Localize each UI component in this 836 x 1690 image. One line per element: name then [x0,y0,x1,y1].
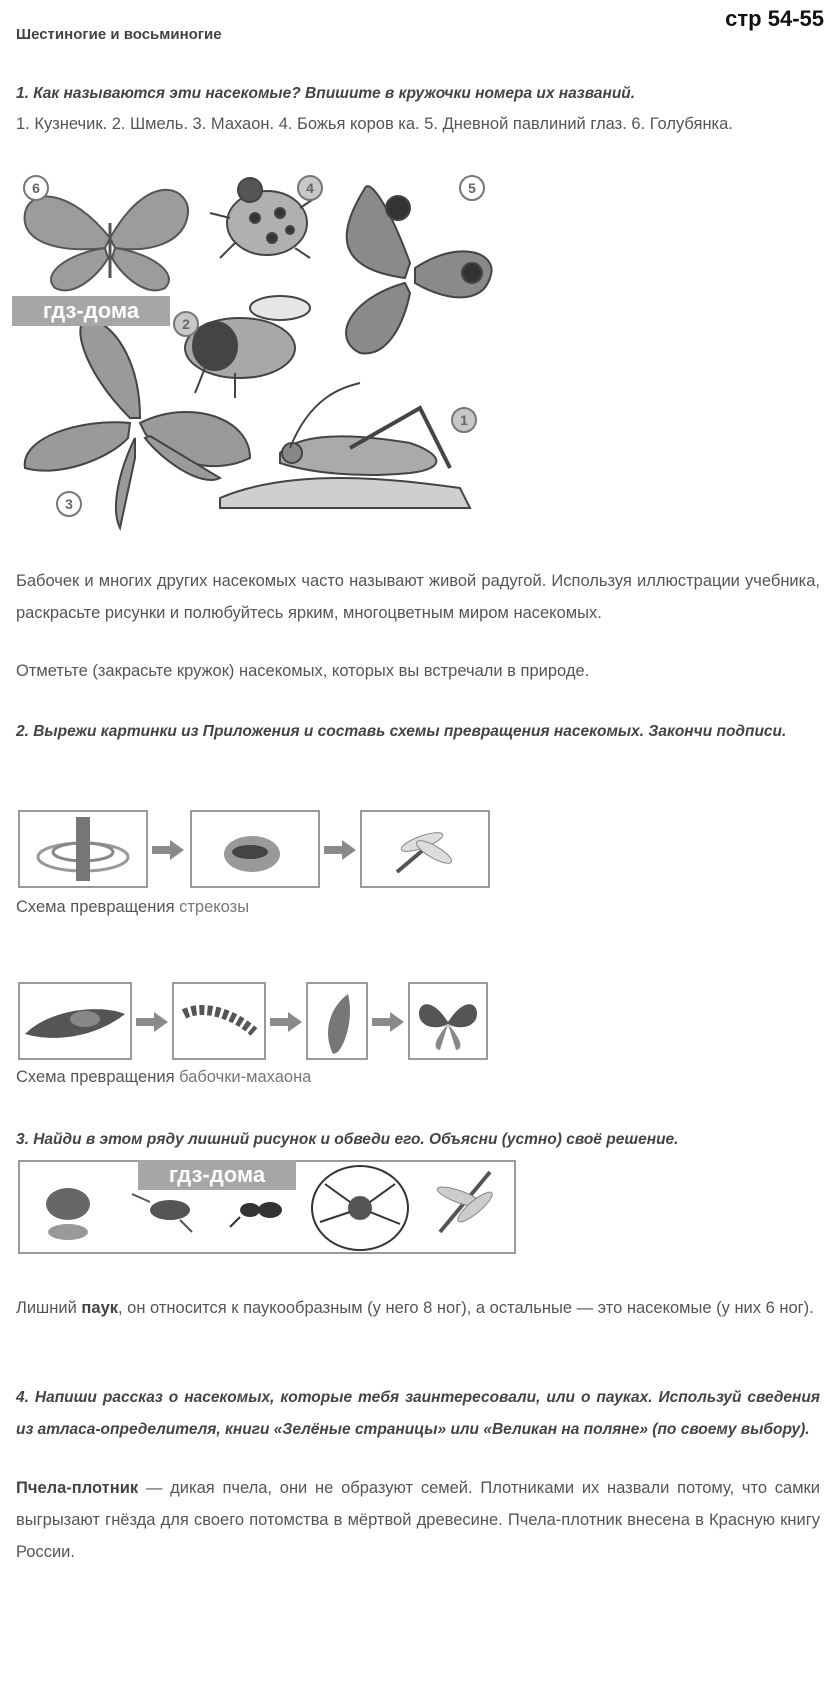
arrow-3-icon [134,1010,170,1034]
badge-3[interactable] [55,490,83,523]
task1-instruction: Отметьте (закрасьте кружок) насекомых, которых вы встречали в природе. [16,662,590,680]
bee-icon [46,1188,90,1240]
badge-1[interactable] [450,406,478,439]
task4-question: 4. Напиши рассказ о насекомых, которые тебя заинтересовали, или о пауках. Используй сведения из атласа-определителя, книги «Зелёные страницы» или «Великан на поляне» (по своему выбору). [16,1389,820,1438]
arrow-4-icon [268,1010,304,1034]
grasshopper-1-icon [220,383,470,508]
badge-2[interactable] [172,310,200,343]
swallowtail-pupa-image [306,982,368,1060]
page-title: Шестиногие и восьминогие [16,26,222,43]
dragonfly-icon [435,1172,495,1232]
butterfly-5-icon [346,186,491,353]
task1-names: 1. Кузнечик. 2. Шмель. 3. Махаон. 4. Божья коров ка. 5. Дневной павлиний глаз. 6. Голубянка. [16,115,733,133]
watermark-1: гдз-дома [12,296,170,326]
spider-circled-icon [312,1166,408,1250]
caption-dragonfly-prefix: Схема превращения [16,898,175,916]
task3-answer-bold: паук [81,1299,118,1317]
swallowtail-eggs-image [18,982,132,1060]
task2-question: 2. Вырежи картинки из Приложения и составь схемы превращения насекомых. Закончи подписи. [16,723,787,740]
caption-dragonfly-answer: стрекозы [179,898,250,916]
dragonfly-egg-image [18,810,148,888]
dragonfly-larva-image [190,810,320,888]
task3-answer-rest: , он относится к паукообразным (у него 8 ног), а остальные — это насекомые (у них 6 ног). [118,1299,814,1317]
arrow-5-icon [370,1010,406,1034]
badge-6-text: 6 [32,180,40,196]
page-number-label: стр 54-55 [725,6,824,31]
swallowtail-adult-image [408,982,488,1060]
badge-4-text: 4 [306,180,314,196]
beetle-icon [132,1194,192,1232]
bumblebee-2-icon [185,296,310,398]
badge-1-text: 1 [460,412,468,428]
arrow-1-icon [150,838,186,862]
task3-answer [16,1292,820,1324]
task3-question: 3. Найди в этом ряду лишний рисунок и обведи его. Объясни (устно) своё решение. [16,1131,679,1148]
insects-illustration [10,168,530,548]
watermark-2: гдз-дома [138,1160,296,1190]
task4-answer-rest: — дикая пчела, они не образуют семей. Плотниками их назвали потому, что самки выгрызают гнёзда для своего потомства в мёртвой древесине. Пчела-плотник внесена в Красную книгу России. [16,1479,820,1561]
ant-icon [230,1202,282,1227]
swallowtail-caterpillar-image [172,982,266,1060]
badge-3-text: 3 [65,496,73,512]
caption-swallowtail-prefix: Схема превращения [16,1068,175,1086]
badge-4[interactable] [296,174,324,207]
task3-answer-start: Лишний [16,1299,77,1317]
task4-answer [16,1472,820,1568]
dragonfly-adult-image [360,810,490,888]
caption-dragonfly [16,898,249,917]
caption-swallowtail-answer: бабочки-махаона [179,1068,312,1086]
task1-question: 1. Как называются эти насекомые? Впишите в кружочки номера их названий. [16,85,636,102]
task1-paragraph: Бабочек и многих других насекомых часто называют живой радугой. Используя иллюстрации учебника, раскрасьте рисунки и полюбуйтесь ярким, многоцветным миром насекомых. [16,572,820,622]
badge-6[interactable] [22,174,50,207]
task4-answer-bold: Пчела-плотник [16,1479,139,1497]
badge-5-text: 5 [468,180,476,196]
caption-swallowtail [16,1068,311,1087]
arrow-2-icon [322,838,358,862]
badge-5[interactable] [458,174,486,207]
badge-2-text: 2 [182,316,190,332]
